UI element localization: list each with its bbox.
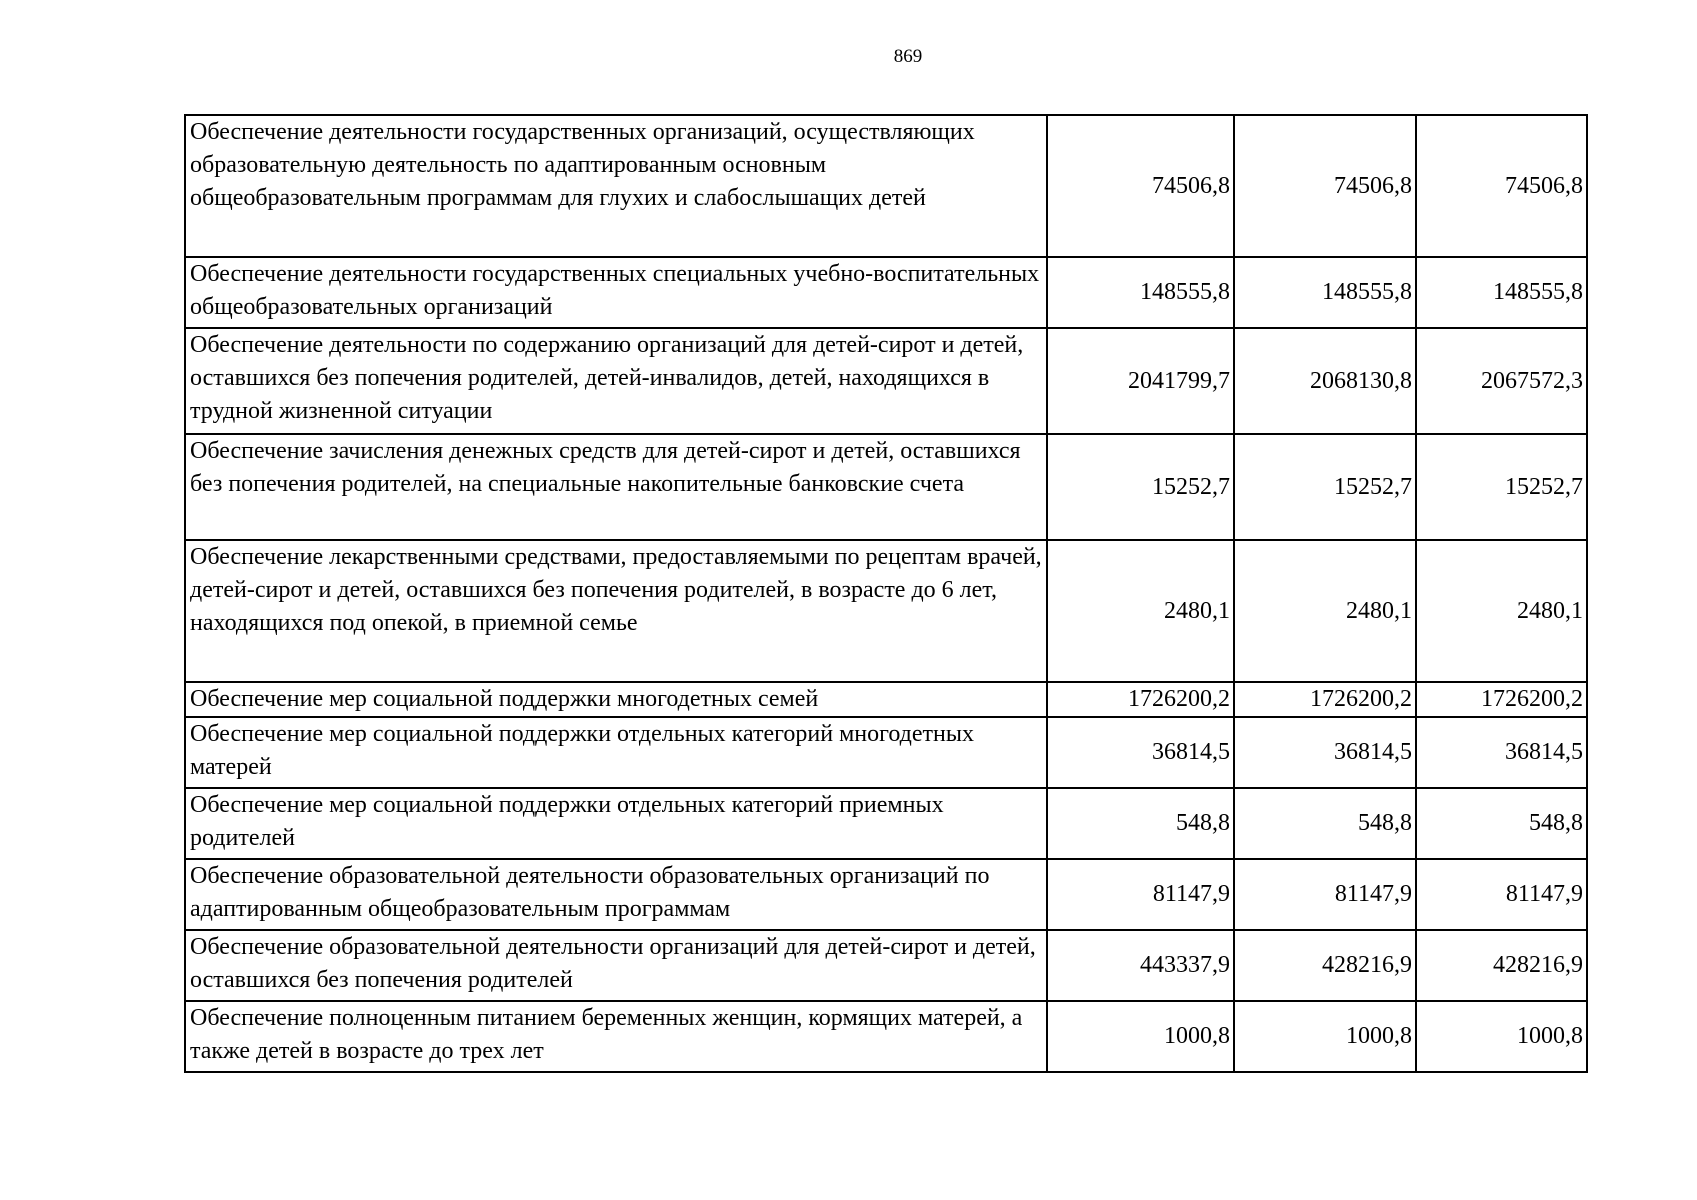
- row-value-2: 1000,8: [1234, 1001, 1416, 1072]
- row-value-2: 2480,1: [1234, 540, 1416, 682]
- row-value-3: 548,8: [1416, 788, 1587, 859]
- row-value-1: 148555,8: [1047, 257, 1234, 328]
- table-row: [185, 1001, 1587, 1072]
- row-description: Обеспечение образовательной деятельности образовательных организаций по адаптированным общеобразовательным программам: [185, 859, 1047, 930]
- row-value-3: 74506,8: [1416, 115, 1587, 257]
- row-value-1: 443337,9: [1047, 930, 1234, 1001]
- row-value-2: 74506,8: [1234, 115, 1416, 257]
- row-description: Обеспечение мер социальной поддержки отдельных категорий приемных родителей: [185, 788, 1047, 859]
- row-value-3: 81147,9: [1416, 859, 1587, 930]
- row-description: Обеспечение деятельности государственных специальных учебно-воспитательных общеобразовательных организаций: [185, 257, 1047, 328]
- row-description: Обеспечение деятельности государственных организаций, осуществляющих образовательную деятельность по адаптированным основным общеобразовательным программам для глухих и слабослышащих детей: [185, 115, 1047, 257]
- row-value-1: 548,8: [1047, 788, 1234, 859]
- row-value-1: 2480,1: [1047, 540, 1234, 682]
- row-value-1: 2041799,7: [1047, 328, 1234, 434]
- table-row: [185, 682, 1587, 717]
- row-value-2: 2068130,8: [1234, 328, 1416, 434]
- row-value-3: 1000,8: [1416, 1001, 1587, 1072]
- row-value-1: 1726200,2: [1047, 682, 1234, 717]
- page-number: 869: [893, 46, 923, 67]
- row-value-2: 548,8: [1234, 788, 1416, 859]
- row-description: Обеспечение деятельности по содержанию организаций для детей-сирот и детей, оставшихся без попечения родителей, детей-инвалидов, детей, находящихся в трудной жизненной ситуации: [185, 328, 1047, 434]
- row-value-3: 36814,5: [1416, 717, 1587, 788]
- table-row: [185, 930, 1587, 1001]
- row-description: Обеспечение зачисления денежных средств для детей-сирот и детей, оставшихся без попечения родителей, на специальные накопительные банковские счета: [185, 434, 1047, 540]
- row-description: Обеспечение мер социальной поддержки многодетных семей: [185, 682, 1047, 717]
- table-row: [185, 115, 1587, 257]
- table-row: [185, 788, 1587, 859]
- row-value-1: 74506,8: [1047, 115, 1234, 257]
- row-value-1: 36814,5: [1047, 717, 1234, 788]
- table-row: [185, 257, 1587, 328]
- table-row: [185, 859, 1587, 930]
- row-value-3: 15252,7: [1416, 434, 1587, 540]
- row-value-3: 148555,8: [1416, 257, 1587, 328]
- table-row: [185, 540, 1587, 682]
- row-description: Обеспечение образовательной деятельности организаций для детей-сирот и детей, оставшихся без попечения родителей: [185, 930, 1047, 1001]
- table-row: [185, 328, 1587, 434]
- row-value-2: 15252,7: [1234, 434, 1416, 540]
- row-value-1: 15252,7: [1047, 434, 1234, 540]
- row-description: Обеспечение мер социальной поддержки отдельных категорий многодетных матерей: [185, 717, 1047, 788]
- row-description: Обеспечение полноценным питанием беременных женщин, кормящих матерей, а также детей в возрасте до трех лет: [185, 1001, 1047, 1072]
- row-value-2: 1726200,2: [1234, 682, 1416, 717]
- row-value-3: 428216,9: [1416, 930, 1587, 1001]
- row-value-3: 1726200,2: [1416, 682, 1587, 717]
- row-value-1: 81147,9: [1047, 859, 1234, 930]
- row-value-1: 1000,8: [1047, 1001, 1234, 1072]
- budget-table: [184, 114, 1588, 1073]
- row-value-2: 428216,9: [1234, 930, 1416, 1001]
- table-row: [185, 434, 1587, 540]
- row-value-2: 36814,5: [1234, 717, 1416, 788]
- row-value-3: 2480,1: [1416, 540, 1587, 682]
- row-description: Обеспечение лекарственными средствами, предоставляемыми по рецептам врачей, детей-сирот и детей, оставшихся без попечения родителей, в возрасте до 6 лет, находящихся под опекой, в приемной семье: [185, 540, 1047, 682]
- row-value-2: 148555,8: [1234, 257, 1416, 328]
- row-value-2: 81147,9: [1234, 859, 1416, 930]
- table-row: [185, 717, 1587, 788]
- row-value-3: 2067572,3: [1416, 328, 1587, 434]
